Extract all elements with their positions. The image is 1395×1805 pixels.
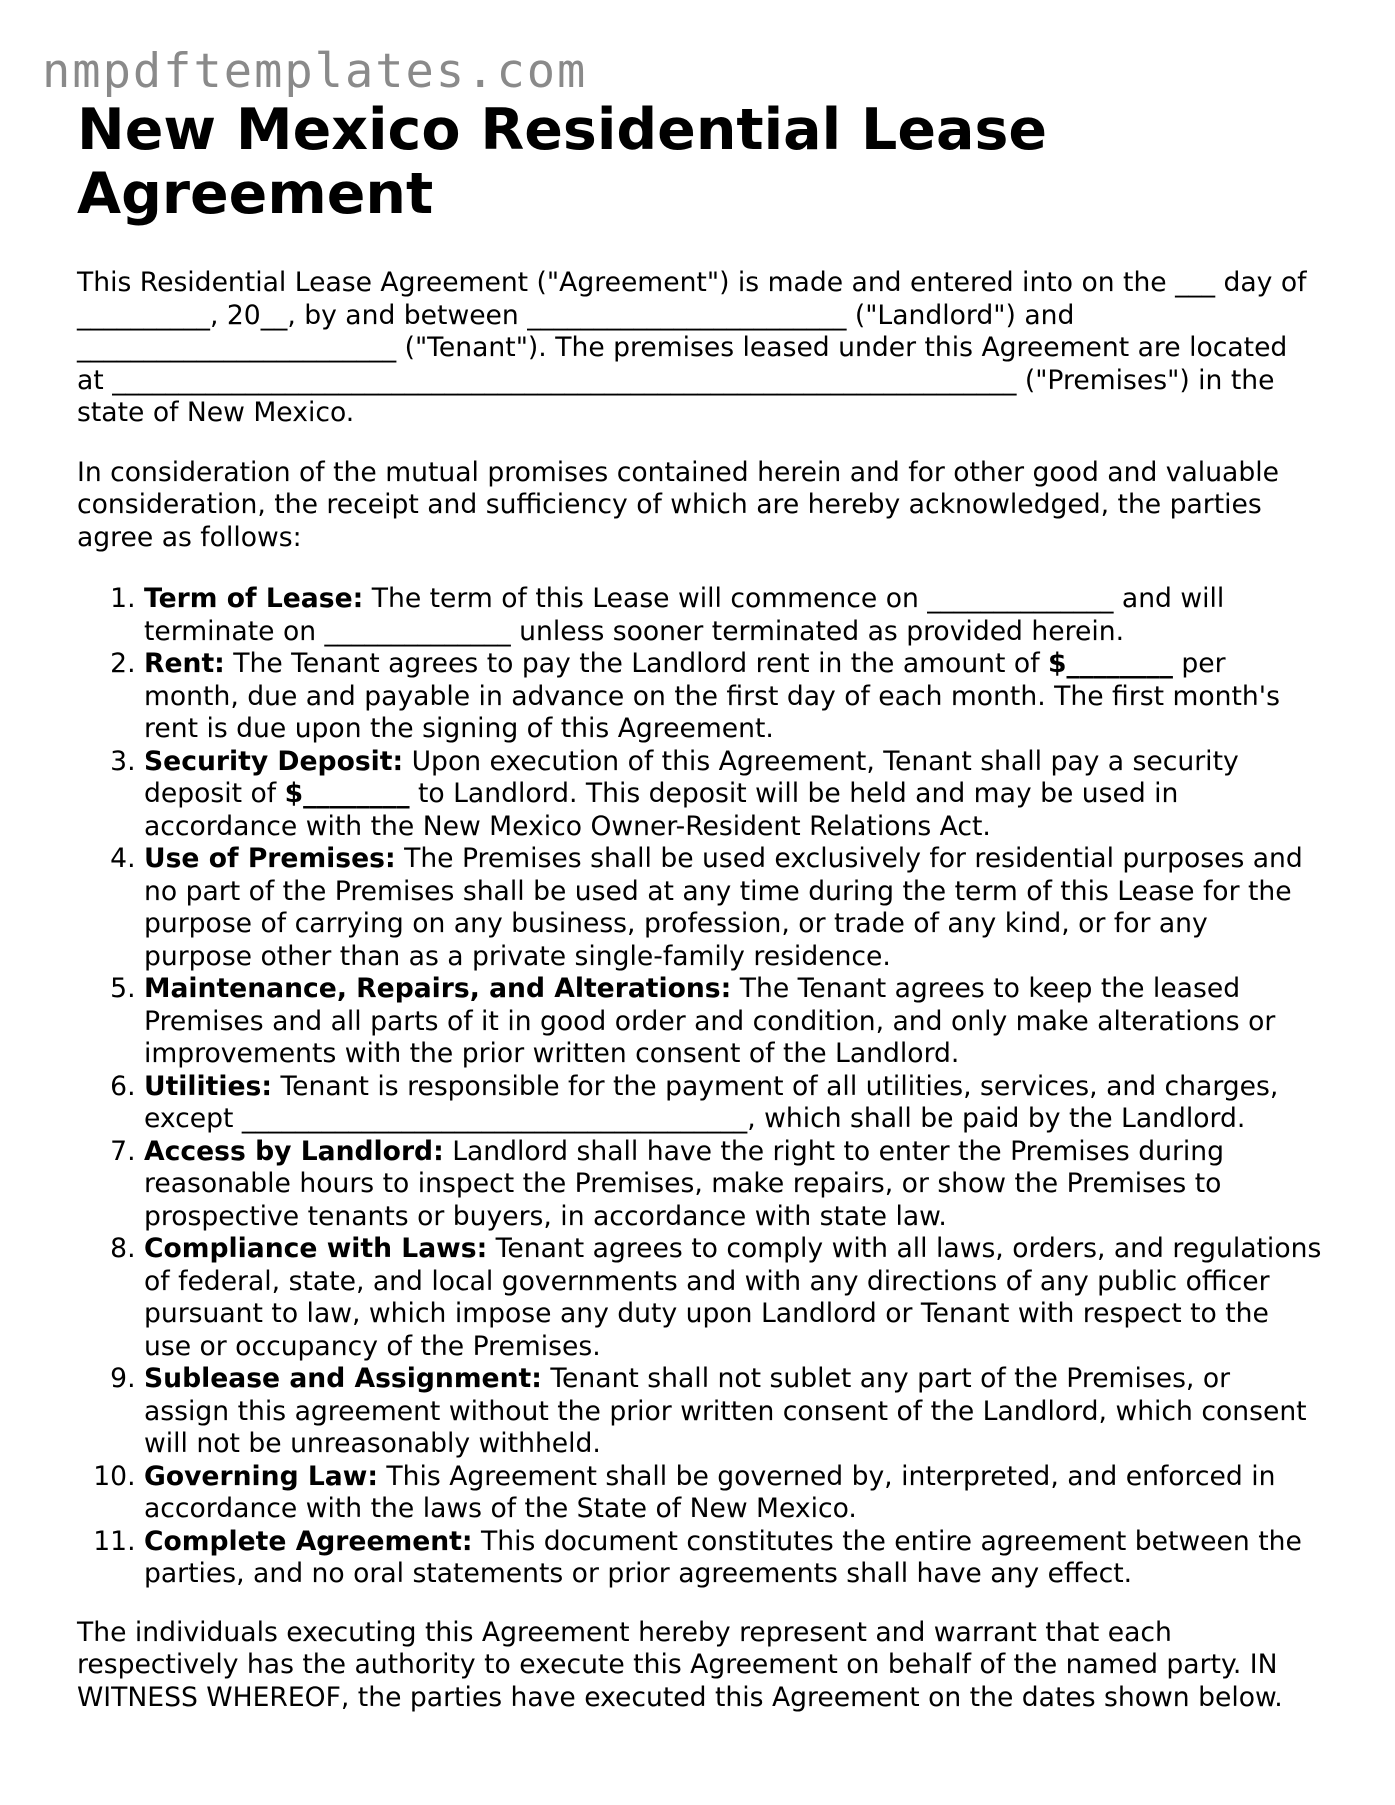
commence-date-blank[interactable]: ______________	[927, 583, 1114, 614]
deposit-amount-blank[interactable]: $________	[284, 778, 410, 809]
term-text: per month, due and payable in advance on the first day of each month. The first month's rent is due upon the signing of this Agreement.	[144, 648, 1280, 744]
term-heading: Complete Agreement:	[144, 1525, 473, 1557]
landlord-name-blank[interactable]: ________________________	[527, 299, 847, 331]
term-text: to Landlord. This deposit will be held and may be used in accordance with the New Mexico Owner-Resident Relations Act.	[144, 778, 1179, 842]
document-title: New Mexico Residential Lease Agreement	[77, 97, 1048, 227]
closing-paragraph: The individuals executing this Agreement hereby represent and warrant that each respectively has the authority to execute this Agreement on behalf of the named party. IN WITNESS WHEREOF, the parties have executed this Agreement on the dates shown below.	[77, 1616, 1283, 1713]
utilities-exception-blank[interactable]: ______________________________________	[241, 1103, 748, 1134]
term-text: This Agreement shall be governed by, interpreted, and enforced in accordance with the laws of the State of New Mexico.	[144, 1460, 1276, 1524]
month-blank[interactable]: __________	[77, 299, 210, 331]
term-text: The Tenant agrees to keep the leased Premises and all parts of it in good order and condition, and only make alterations or improvements with the prior written consent of the Landlord.	[144, 973, 1276, 1069]
terms-list	[77, 583, 1322, 1591]
watermark: nmpdftemplates.com	[42, 44, 588, 99]
intro-text-5: ("Landlord") and	[846, 299, 1075, 331]
term-heading: Rent:	[144, 648, 225, 679]
premises-address-blank[interactable]: ____________________________________________________________________	[112, 364, 1017, 396]
document-page	[77, 98, 1322, 1714]
term-text: The term of this Lease will commence on	[363, 583, 928, 614]
rent-item	[144, 648, 1322, 746]
term-text: Tenant agrees to comply with all laws, orders, and regulations of federal, state, and local governments and with any directions of any public officer pursuant to law, which impose any duty upon Landlord or Tenant with respect to the use or occupancy of the Premises.	[144, 1233, 1322, 1362]
terminate-date-blank[interactable]: ______________	[324, 615, 511, 647]
term-heading: Term of Lease:	[144, 583, 364, 614]
governing-law-item	[144, 1461, 1322, 1526]
term-text: The Tenant agrees to pay the Landlord rent in the amount of	[224, 648, 1049, 679]
intro-text-4: , by and between	[287, 299, 528, 331]
use-of-premises-item	[144, 843, 1322, 973]
term-text: Landlord shall have the right to enter the Premises during reasonable hours to inspect the Premises, make repairs, or show the Premises to prospective tenants or buyers, in accordance with state law.	[144, 1135, 1225, 1232]
term-text: The Premises shall be used exclusively for residential purposes and no part of the Premises shall be used at any time during the term of this Lease for the purpose of carrying on any business, profession, or trade of any kind, or for any purpose other than as a private single-family residence.	[144, 843, 1303, 972]
term-heading: Security Deposit:	[144, 745, 404, 777]
term-text: and will terminate on	[144, 583, 1225, 647]
intro-text-1: This Residential Lease Agreement ("Agreement") is made and entered into on the	[77, 267, 1176, 298]
term-heading: Access by Landlord:	[144, 1135, 444, 1167]
term-text: This document constitutes the entire agreement between the parties, and no oral statements or prior agreements shall have any effect.	[144, 1525, 1302, 1589]
term-heading: Governing Law:	[144, 1460, 378, 1492]
term-text: Upon execution of this Agreement, Tenant shall pay a security deposit of	[144, 745, 1239, 809]
term-heading: Maintenance, Repairs, and Alterations:	[144, 973, 732, 1004]
sublease-item	[144, 1363, 1322, 1461]
term-text: , which shall be paid by the Landlord.	[747, 1103, 1246, 1134]
term-heading: Utilities:	[144, 1070, 272, 1102]
consideration-paragraph: In consideration of the mutual promises contained herein and for other good and valuable consideration, the receipt and sufficiency of which are hereby acknowledged, the parties agree as follows:	[77, 456, 1279, 553]
year-blank[interactable]: __	[260, 299, 288, 331]
rent-amount-blank[interactable]: $________	[1048, 648, 1173, 679]
intro-text-2: day of	[1215, 267, 1307, 298]
intro-paragraph	[77, 267, 1322, 430]
intro-text-6: ("Tenant"). The premises leased under this Agreement are located at	[77, 332, 1288, 396]
utilities-item	[144, 1071, 1322, 1136]
day-blank[interactable]: ___	[1175, 267, 1216, 298]
intro-text-3: , 20	[209, 299, 261, 331]
term-text: unless sooner terminated as provided herein.	[510, 615, 1125, 647]
maintenance-item	[144, 973, 1322, 1071]
term-heading: Use of Premises:	[144, 843, 396, 874]
complete-agreement-item	[144, 1526, 1322, 1591]
term-heading: Compliance with Laws:	[144, 1233, 488, 1264]
intro-text-7: ("Premises") in the state of New Mexico.	[77, 364, 1275, 428]
tenant-name-blank[interactable]: ________________________	[77, 332, 397, 363]
access-by-landlord-item	[144, 1136, 1322, 1234]
term-of-lease-item	[144, 583, 1322, 648]
term-heading: Sublease and Assignment:	[144, 1363, 542, 1394]
term-text: Tenant is responsible for the payment of all utilities, services, and charges, except	[144, 1070, 1279, 1134]
term-text: Tenant shall not sublet any part of the Premises, or assign this agreement without the prior written consent of the Landlord, which consent will not be unreasonably withheld.	[144, 1363, 1307, 1459]
compliance-item	[144, 1233, 1322, 1363]
security-deposit-item	[144, 746, 1322, 844]
